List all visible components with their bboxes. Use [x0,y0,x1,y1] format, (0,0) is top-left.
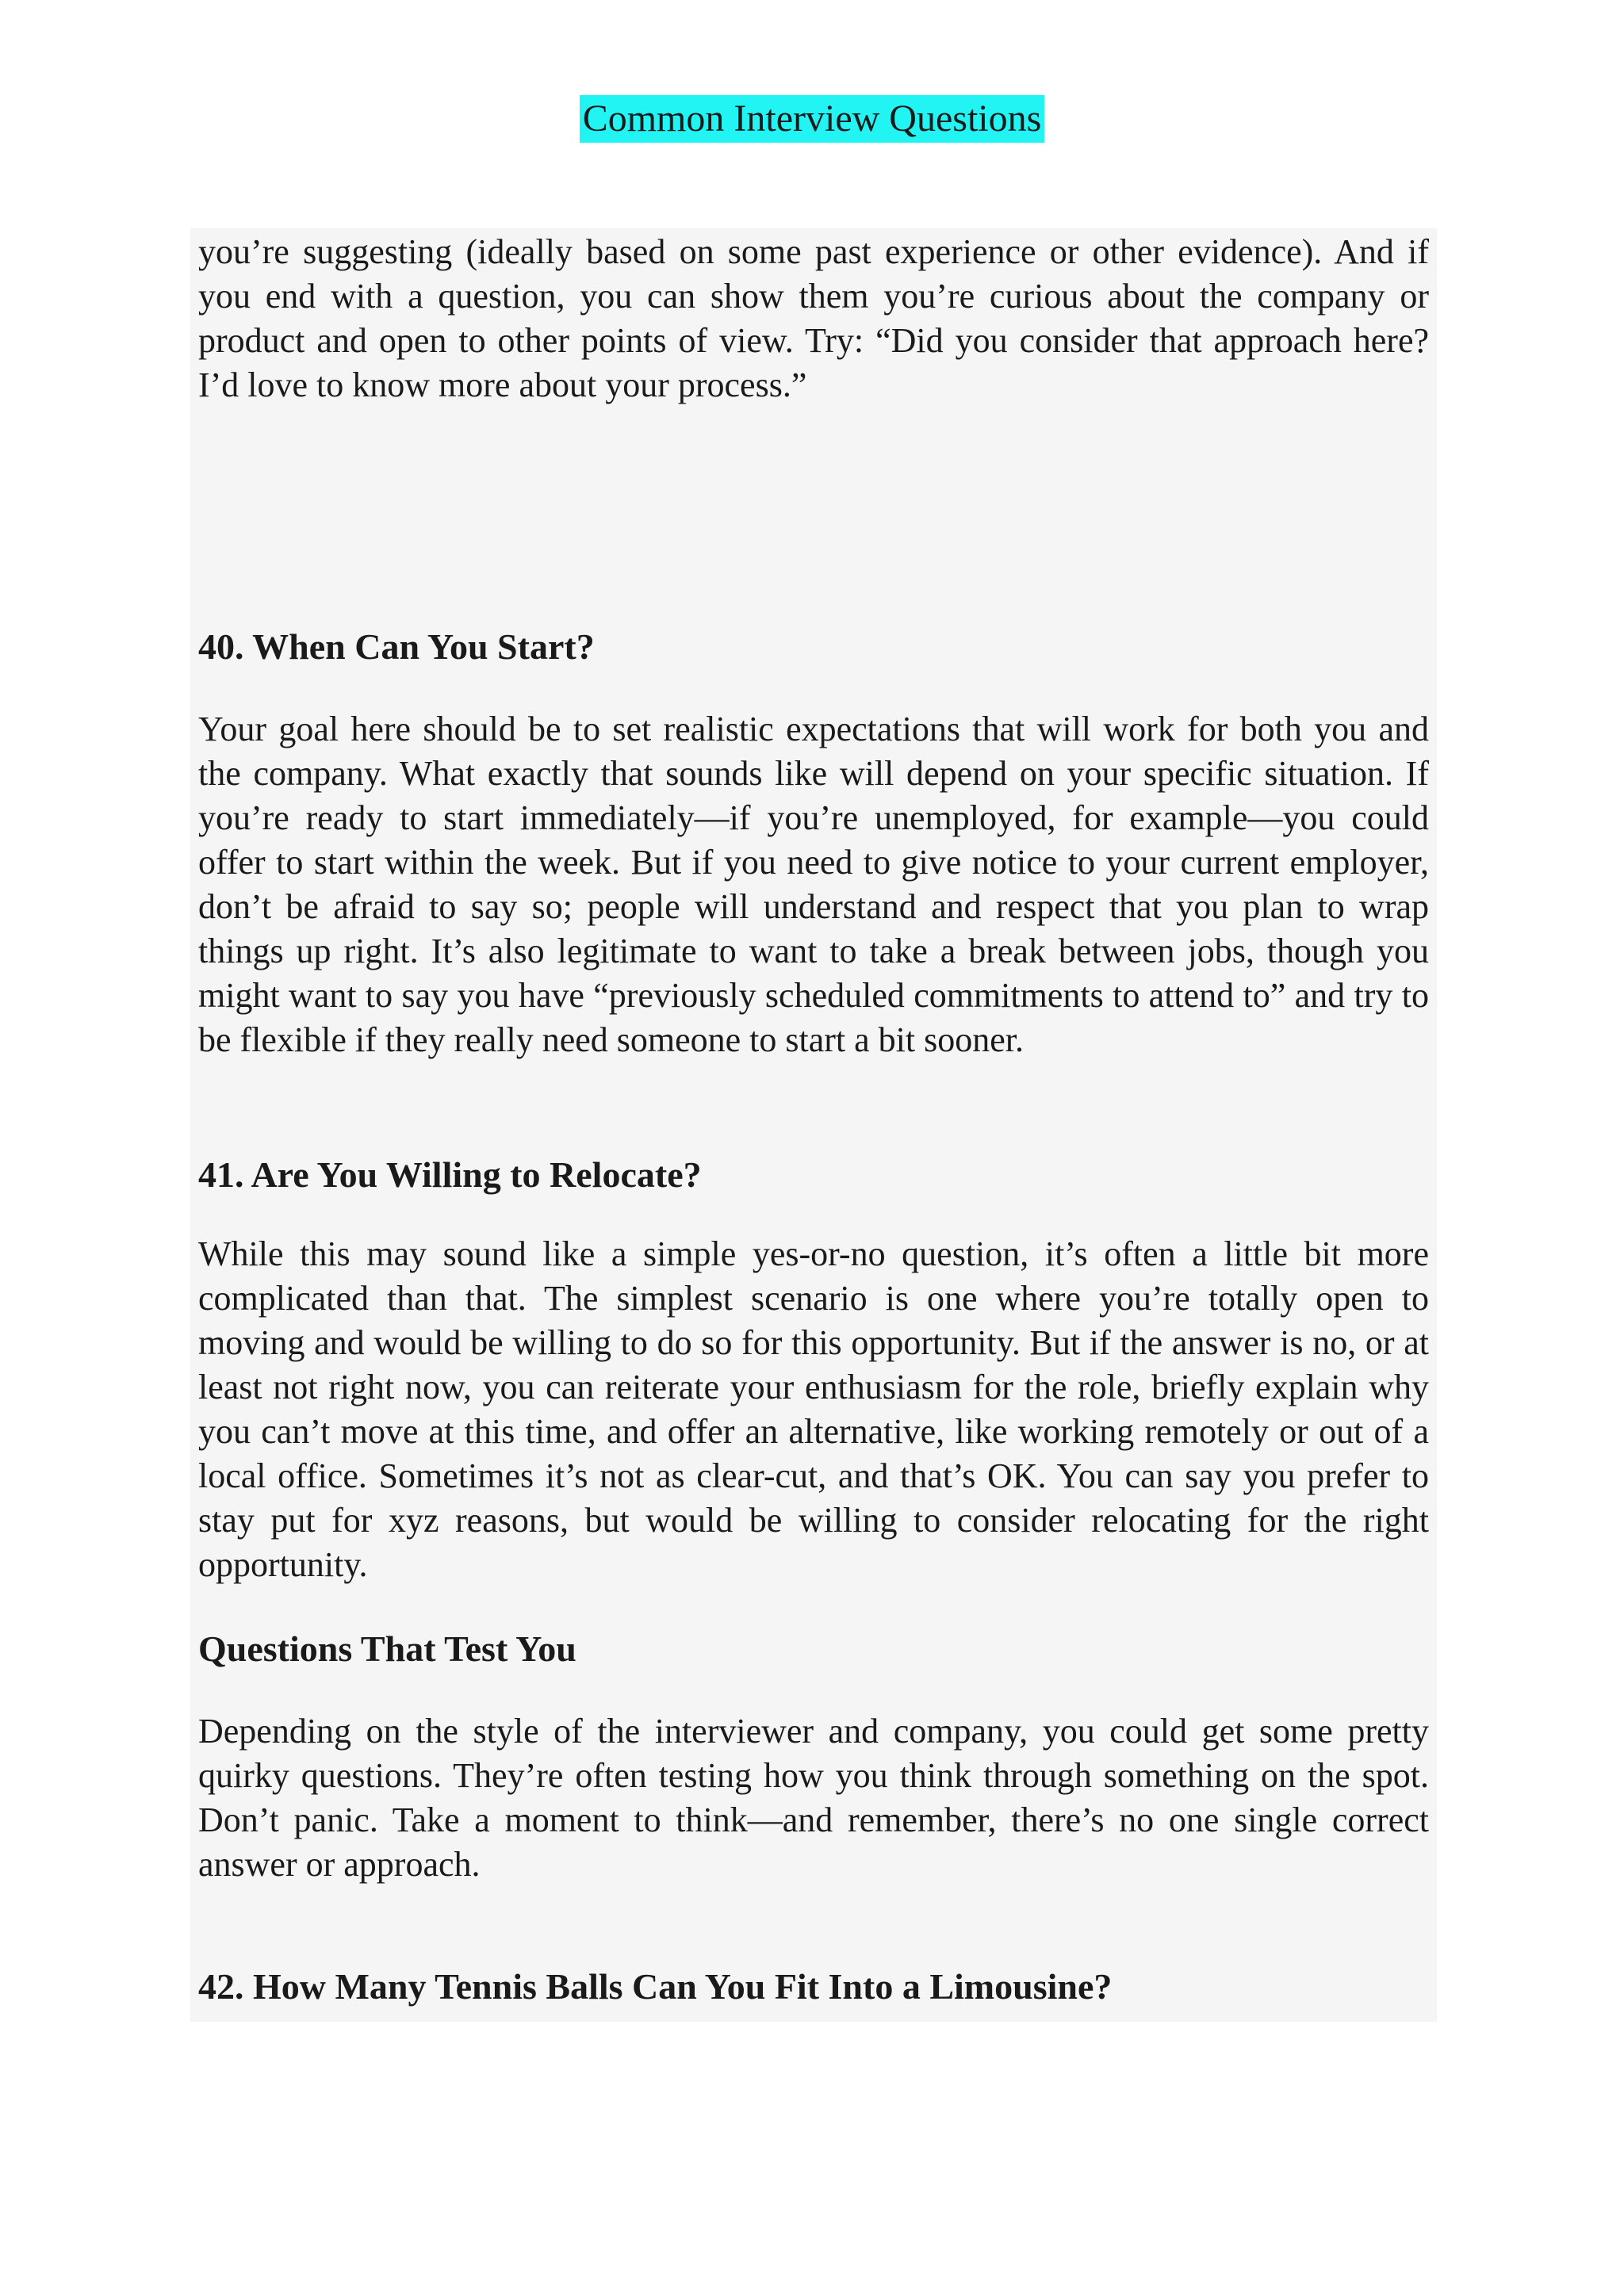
q41-answer-block [198,1232,1429,1587]
q40-heading: 40. When Can You Start? [198,626,595,667]
q40-answer-block [198,707,1429,1062]
page-header [0,95,1624,143]
intro-paragraph: you’re suggesting (ideally based on some past experience or other evidence). And if you end with a question, you can show them you’re curious about the company or product and open to other points of view. Try: “Did you consider that approach here? I’d love to know more about your process.” [198,232,1429,404]
q40-block [198,625,1429,669]
q41-block [198,1153,1429,1197]
q41-heading: 41. Are You Willing to Relocate? [198,1154,702,1195]
intro-block [198,230,1429,408]
q42-block [198,1965,1429,2009]
q42-heading: 42. How Many Tennis Balls Can You Fit Into a Limousine? [198,1966,1113,2007]
test-paragraph: Depending on the style of the interviewer and company, you could get some pretty quirky questions. They’re often testing how you think through something on the spot. Don’t panic. Take a moment to think—and remember, there’s no one single correct answer or approach. [198,1712,1429,1884]
document-body [190,228,1437,2022]
document-title: Common Interview Questions [580,95,1045,143]
q40-paragraph: Your goal here should be to set realistic expectations that will work for both you and the company. What exactly that sounds like will depend on your specific situation. If you’re ready to start immediately—if you’re unemployed, for example—you could offer to start within the week. But if you need to give notice to your current employer, don’t be afraid to say so; people will understand and respect that you plan to wrap things up right. It’s also legitimate to want to take a break between jobs, though you might want to say you have “previously scheduled commitments to attend to” and try to be flexible if they really need someone to start a bit sooner. [198,710,1429,1059]
test-answer-block [198,1709,1429,1887]
section-heading: Questions That Test You [198,1628,576,1669]
test-section-block [198,1627,1429,1671]
q41-paragraph: While this may sound like a simple yes-or-no question, it’s often a little bit more complicated than that. The simplest scenario is one where you’re totally open to moving and would be willing to do so for this opportunity. But if the answer is no, or at least not right now, you can reiterate your enthusiasm for the role, briefly explain why you can’t move at this time, and offer an alternative, like working remotely or out of a local office. Sometimes it’s not as clear-cut, and that’s OK. You can say you prefer to stay put for xyz reasons, but would be willing to consider relocating for the right opportunity. [198,1234,1429,1584]
